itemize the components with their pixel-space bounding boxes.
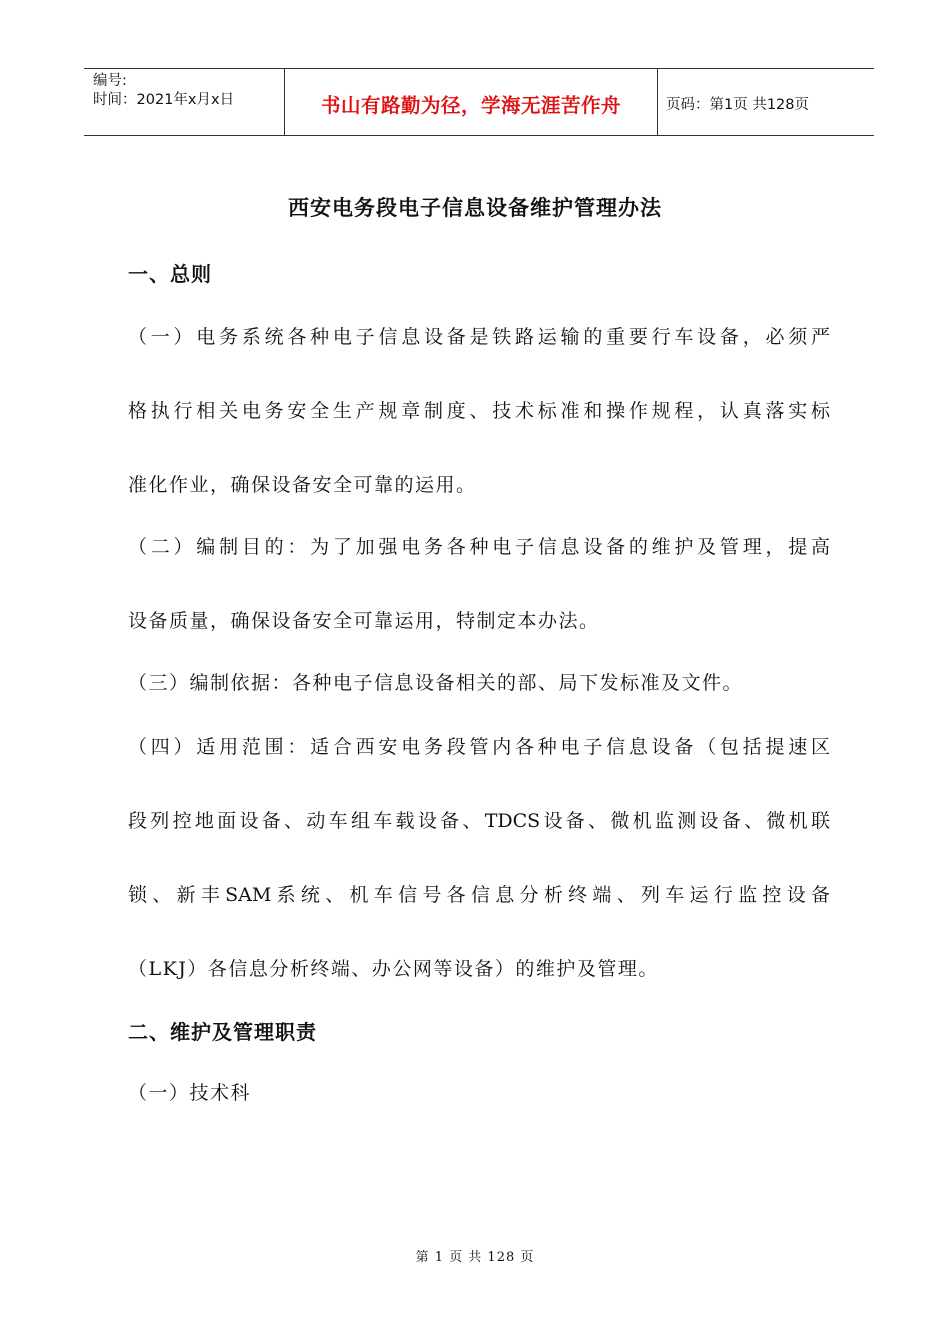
header-motto: 书山有路勤为径，学海无涯苦作舟 xyxy=(285,69,658,135)
header-meta-cell xyxy=(84,69,285,135)
section-heading-duties: 二、维护及管理职责 xyxy=(128,1020,317,1044)
paragraph-line: （二）编制目的：为了加强电务各种电子信息设备的维护及管理，提高 xyxy=(128,536,830,558)
header-page-info: 页码：第1页 共128页 xyxy=(666,96,810,113)
paragraph-line: 设备质量，确保设备安全可靠运用，特制定本办法。 xyxy=(128,610,600,632)
paragraph-line: 段列控地面设备、动车组车载设备、TDCS设备、微机监测设备、微机联 xyxy=(128,810,830,832)
paragraph-line: 准化作业，确保设备安全可靠的运用。 xyxy=(128,474,477,496)
paragraph-line: 格执行相关电务安全生产规章制度、技术标准和操作规程，认真落实标 xyxy=(128,400,830,422)
paragraph-line: （四）适用范围：适合西安电务段管内各种电子信息设备（包括提速区 xyxy=(128,736,830,758)
document-time: 时间：2021年x月x日 xyxy=(93,92,235,108)
paragraph-line: （LKJ）各信息分析终端、办公网等设备）的维护及管理。 xyxy=(128,958,659,980)
paragraph-line: 锁、新丰SAM系统、机车信号各信息分析终端、列车运行监控设备 xyxy=(128,884,830,906)
paragraph-line: （三）编制依据：各种电子信息设备相关的部、局下发标准及文件。 xyxy=(128,672,744,694)
section-heading-general: 一、总则 xyxy=(128,262,212,286)
page-footer: 第 1 页 共 128 页 xyxy=(415,1250,535,1265)
page-header xyxy=(84,68,874,136)
paragraph-line: （一）电务系统各种电子信息设备是铁路运输的重要行车设备，必须严 xyxy=(128,326,830,348)
paragraph-line: （一）技术科 xyxy=(128,1082,252,1104)
document-title: 西安电务段电子信息设备维护管理办法 xyxy=(288,195,662,220)
document-number-label: 编号: xyxy=(93,73,127,89)
